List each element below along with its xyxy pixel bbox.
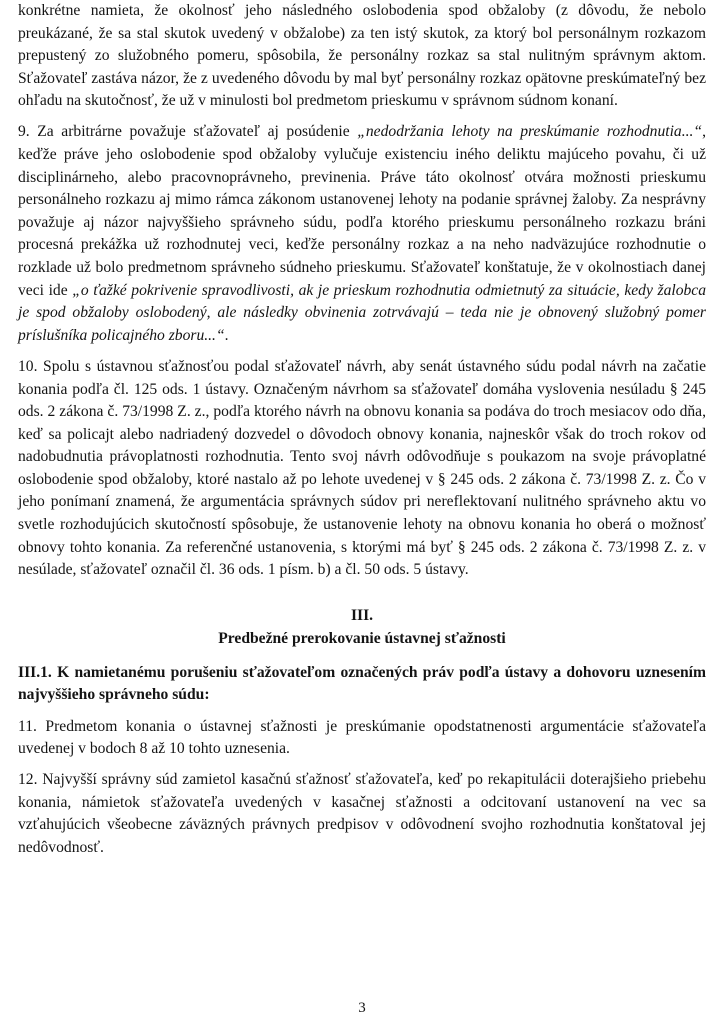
quotation: „o ťažké pokrivenie spravodlivosti, ak je prieskum rozhodnutia odmietnutý za situácie, kedy žalobca je spod obžaloby oslobodený, ale následky obvinenia zotrvávajú – teda nie je obnovený služobný pomer príslušníka policajného zboru...“: [18, 281, 707, 344]
paragraph-9: [18, 121, 706, 347]
paragraph-number: 12.: [18, 771, 38, 789]
page-number: 3: [358, 1000, 366, 1016]
document-page: [18, 0, 706, 868]
paragraph-text: , keďže práve jeho oslobodenie spod obžaloby vylučuje existenciu iného deliktu majúceho povahu, či už disciplinárneho, alebo pracovnoprávneho, previnenia. Práve táto okolnosť otvára možnosti prieskumu personálneho rozkazu aj mimo rámca zákonom ustanovenej lehoty na podanie správnej žaloby. Za nesprávny považuje aj názor najvyššieho správneho súdu, podľa ktorého prieskumu personálneho rozkazu bráni procesná prekážka už rozhodnutej veci, keďže personálny rozkaz a na neho nadväzujúce rozhodnutie o rozklade už bolo predmetnom správneho súdneho prieskumu. Sťažovateľ konštatuje, že v okolnostiach danej veci ide: [18, 123, 707, 299]
section-title: Predbežné prerokovanie ústavnej sťažnosti: [218, 629, 506, 647]
quotation: „nedodržania lehoty na preskúmanie rozhodnutia...“: [357, 123, 703, 141]
paragraph-text: Predmetom konania o ústavnej sťažnosti je preskúmanie opodstatnenosti argumentácie sťažovateľa uvedenej v bodoch 8 až 10 tohto uznesenia.: [18, 717, 706, 758]
paragraph-text: Spolu s ústavnou sťažnosťou podal sťažovateľ návrh, aby senát ústavného súdu podal návrh na začatie konania podľa čl. 125 ods. 1 ústavy. Označeným návrhom sa sťažovateľ domáha vyslovenia nesúladu § 245 ods. 2 zákona č. 73/1998 Z. z., podľa ktorého návrh na obnovu konania sa podáva do troch mesiacov odo dňa, keď sa policajt alebo nadriadený dozvedel o dôvodoch obnovy konania, najneskôr však do troch rokov od nadobudnutia právoplatnosti rozhodnutia. Tento svoj návrh odôvodňuje s poukazom na svoje právoplatné oslobodenie spod obžaloby, ktoré nastalo až po lehote uvedenej v § 245 ods. 2 zákona č. 73/1998 Z. z. Čo v jeho ponímaní znamená, že argumentácia správnych súdov pri nereflektovaní nulitného správneho aktu vo svetle rozhodujúcich skutočností spôsobuje, že ustanovenie lehoty na obnovu konania ho oberá o možnosť obnovy tohto konania. Za referenčné ustanovenia, s ktorými má byť § 245 ods. 2 zákona č. 73/1998 Z. z. v nesúlade, sťažovateľ označil čl. 36 ods. 1 písm. b) a čl. 50 ods. 5 ústavy.: [18, 357, 706, 579]
paragraph-10: [18, 356, 706, 582]
paragraph-text: .: [224, 326, 229, 344]
paragraph-text: Za arbitrárne považuje sťažovateľ aj posúdenie: [29, 123, 358, 141]
continuation-paragraph: konkrétne namieta, že okolnosť jeho následného oslobodenia spod obžaloby (z dôvodu, že nebolo preukázané, že sa stal skutok uvedený v obžalobe) za ten istý skutok, za ktorý bol personálnym rozkazom prepustený zo služobného pomeru, spôsobila, že personálny rozkaz sa stal nulitným správnym aktom. Sťažovateľ zastáva názor, že z uvedeného dôvodu by mal byť personálny rozkaz opätovne preskúmateľný bez ohľadu na skutočnosť, že už v minulosti bol predmetom prieskumu v správnom súdnom konaní.: [18, 2, 706, 110]
subsection-heading: III.1. K namietanému porušeniu sťažovateľom označených práv podľa ústavy a dohovoru uznesením najvyššieho správneho súdu:: [18, 663, 706, 704]
paragraph-12: [18, 769, 706, 859]
paragraph-text: Najvyšší správny súd zamietol kasačnú sťažnosť sťažovateľa, keď po rekapitulácii doterajšieho priebehu konania, námietok sťažovateľa uvedených v kasačnej sťažnosti a odcitovaní ustanovení na vec sa vzťahujúcich všeobecne záväzných právnych predpisov v odôvodnení svojho rozhodnutia konštatoval jej nedôvodnosť.: [18, 771, 706, 856]
paragraph-number: 10.: [18, 357, 38, 375]
paragraph-number: 9.: [18, 123, 30, 141]
section-number: III.: [350, 606, 374, 624]
paragraph-11: [18, 716, 706, 761]
paragraph-number: 11.: [18, 717, 37, 735]
